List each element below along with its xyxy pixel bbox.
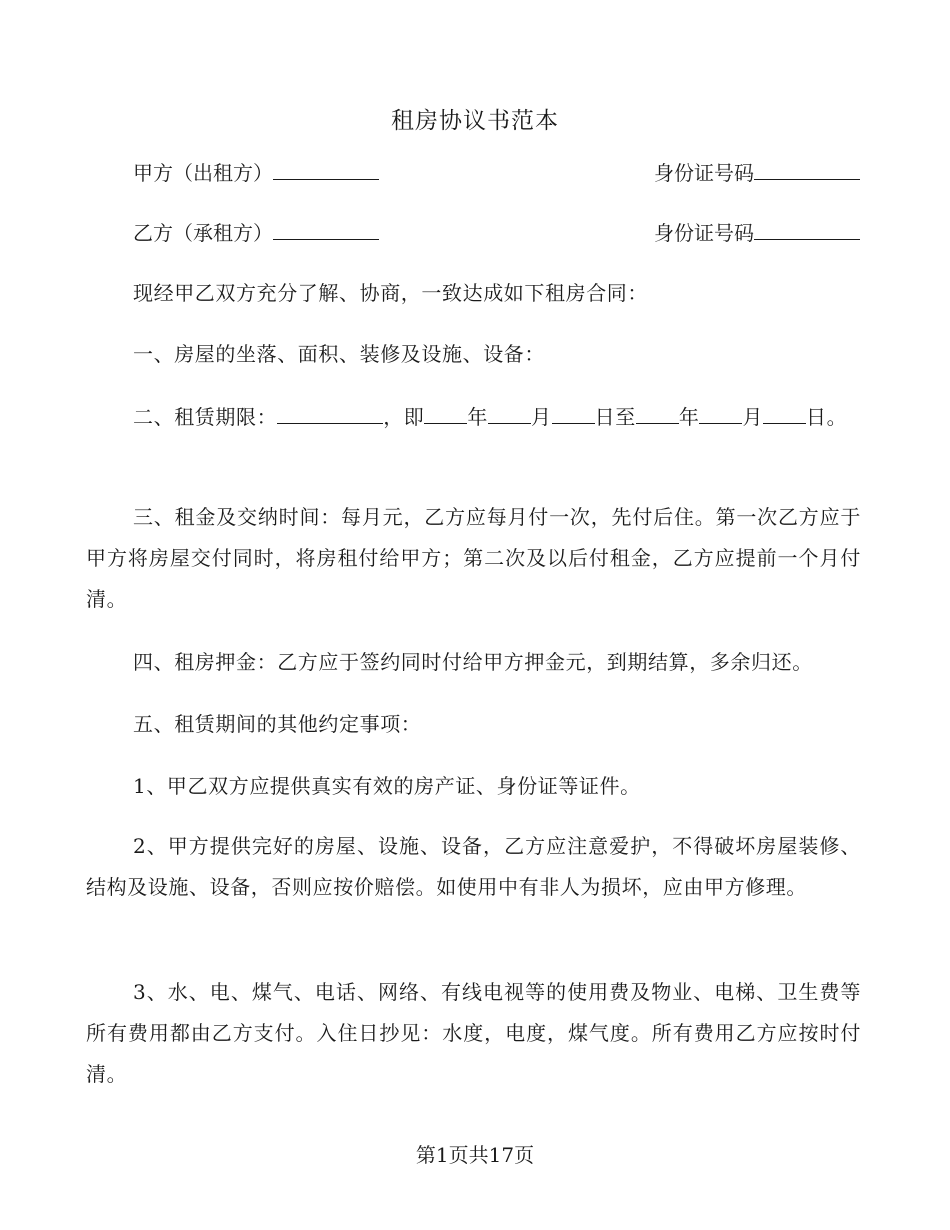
party-b-label: 乙方（承租方） [133, 221, 273, 245]
start-month-blank [488, 399, 531, 424]
party-a-id-blank [754, 155, 860, 180]
party-b-id-field [654, 215, 860, 250]
clause-4: 四、租房押金：乙方应于签约同时付给甲方押金元，到期结算，多余归还。 [133, 650, 813, 674]
party-a-row [133, 155, 860, 189]
end-month-blank [699, 399, 742, 424]
party-b-id-blank [754, 215, 860, 240]
start-month-label: 月 [531, 405, 552, 429]
party-a-name-blank [273, 155, 379, 180]
party-a-label: 甲方（出租方） [133, 161, 273, 185]
item-1: 1、甲乙双方应提供真实有效的房产证、身份证等证件。 [133, 774, 641, 798]
start-year-blank [424, 399, 467, 424]
end-year-label: 年 [678, 405, 700, 429]
clause-1: 一、房屋的坐落、面积、装修及设施、设备： [133, 342, 545, 366]
party-b-name-blank [273, 215, 379, 240]
clause-5: 五、租赁期间的其他约定事项： [133, 712, 422, 736]
document-title: 租房协议书范本 [391, 108, 559, 134]
start-day-blank [552, 399, 595, 424]
item-2: 2、甲方提供完好的房屋、设施、设备，乙方应注意爱护，不得破坏房屋装修、结构及设施、设备，否则应按价赔偿。如使用中有非人为损坏，应由甲方修理。 [86, 834, 861, 899]
party-a-id-label: 身份证号码 [654, 161, 754, 185]
end-month-label: 月 [742, 405, 764, 429]
clause-2-prefix: 二、租赁期限： [133, 405, 278, 429]
item-3: 3、水、电、煤气、电话、网络、有线电视等的使用费及物业、电梯、卫生费等所有费用都由乙方支付。入住日抄见：水度，电度，煤气度。所有费用乙方应按时付清。 [86, 980, 861, 1086]
page-number: 第1页共17页 [415, 1143, 535, 1167]
end-year-blank [636, 399, 679, 424]
party-b-id-label: 身份证号码 [654, 221, 754, 245]
party-b-field [133, 215, 379, 250]
party-a-id-field [654, 155, 860, 190]
party-b-row [133, 215, 860, 249]
end-day-blank [763, 399, 806, 424]
clause-2-ji: ，即 [383, 405, 425, 429]
party-a-field [133, 155, 379, 190]
start-year-label: 年 [467, 405, 489, 429]
clause-2 [86, 396, 861, 439]
clause-3: 三、租金及交纳时间：每月元，乙方应每月付一次，先付后住。第一次乙方应于甲方将房屋交付同时，将房租付给甲方；第二次及以后付租金，乙方应提前一个月付清。 [86, 505, 861, 611]
start-day-to-label: 日至 [594, 405, 636, 429]
end-day-label: 日。 [806, 405, 848, 429]
lease-term-blank [277, 399, 383, 424]
intro-paragraph: 现经甲乙双方充分了解、协商，一致达成如下租房合同： [133, 281, 648, 305]
